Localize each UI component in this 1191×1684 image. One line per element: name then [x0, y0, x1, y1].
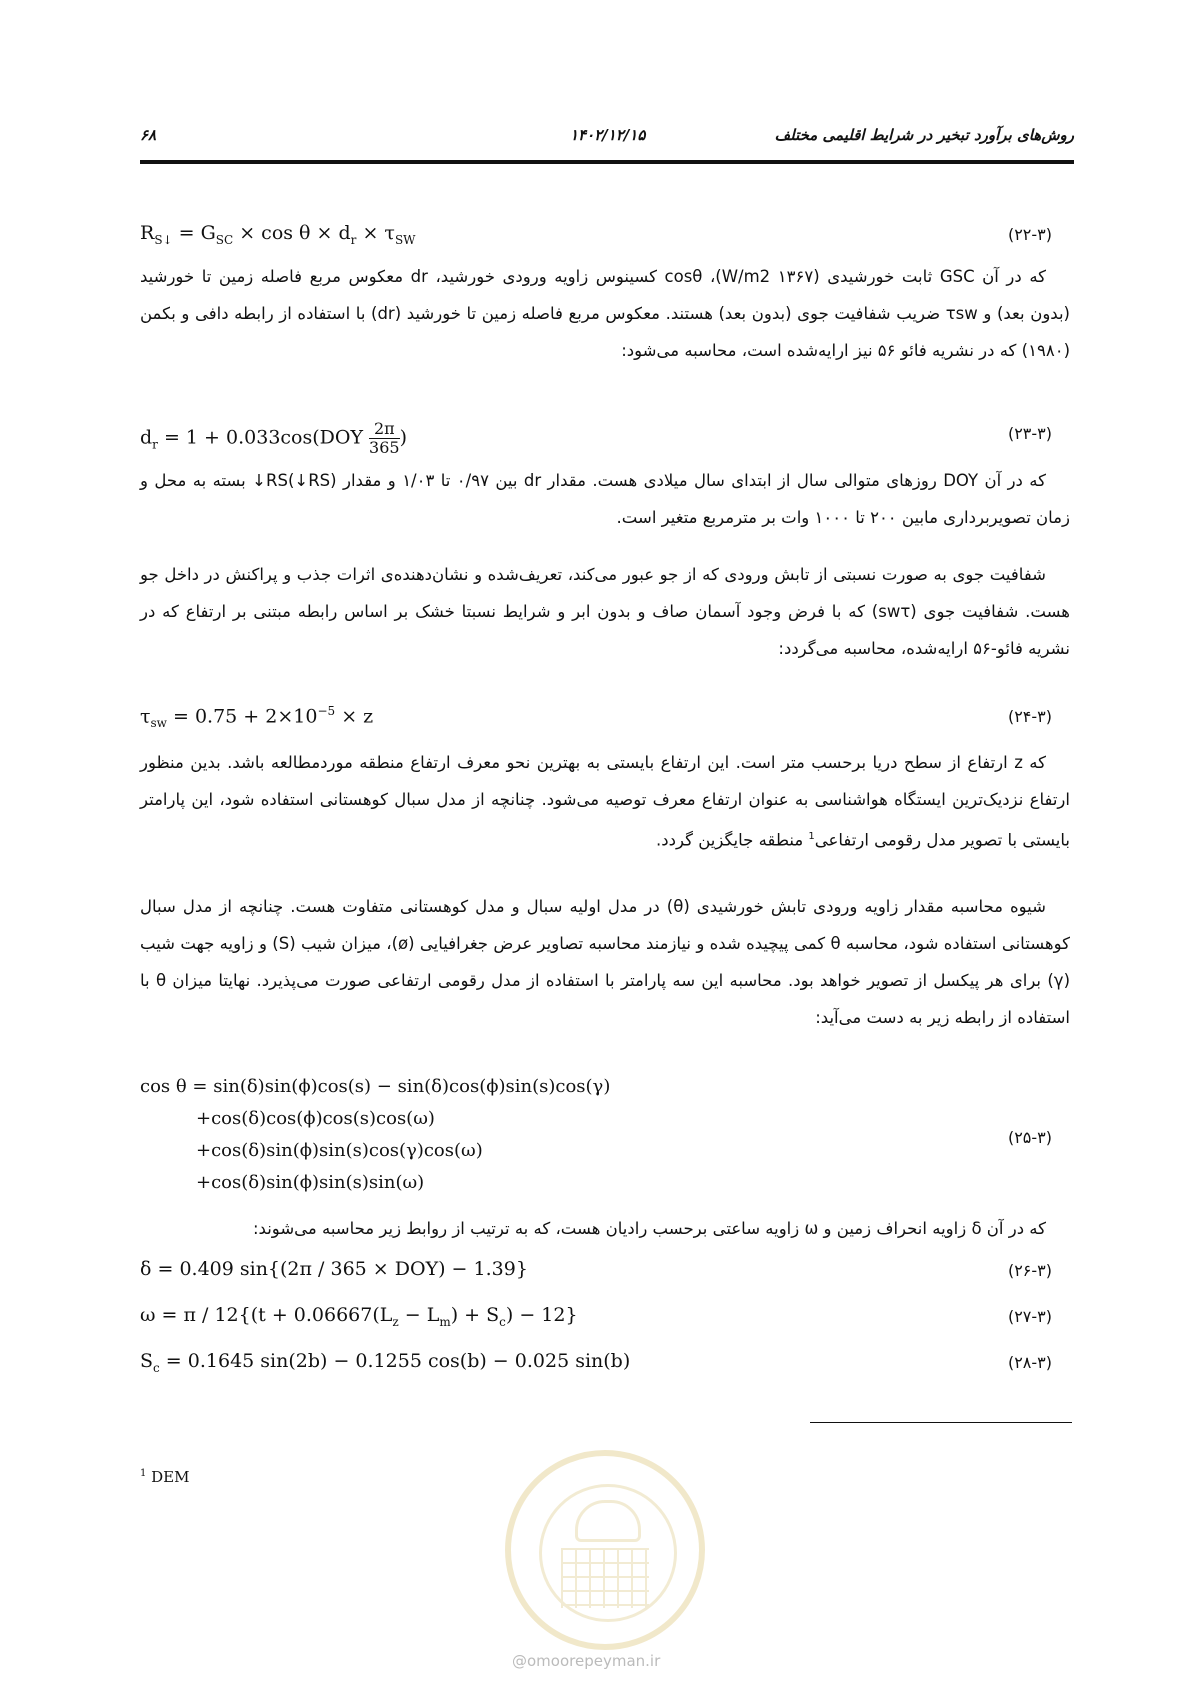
equation-22-number: (۲۲-۳) [1007, 225, 1052, 244]
equation-25-line-3: +cos(δ)sin(ϕ)sin(s)cos(γ)cos(ω) [196, 1140, 483, 1161]
paragraph-5-text: شیوه محاسبه مقدار زاویه ورودی تابش خورشیدی (θ) در مدل اولیه سبال و مدل کوهستانی متفاوت هست. چنانچه از مدل سبال کوهستانی استفاده شود، محاسبه θ کمی پیچیده شده و نیازمند محاسبه تصاویر عرض جغرافیایی (ø)، میزان شیب (S) و زاویه جهت شیب (γ) برای هر پیکسل از تصویر خواهد بود. محاسبه این سه پارامتر با استفاده از مدل رقومی ارتفاعی صورت می‌پذیرد. نهایتا میزان θ با استفاده از رابطه زیر به دست می‌آید: [140, 897, 1070, 1027]
page-number: ۶۸ [140, 126, 157, 144]
paragraph-3 [140, 556, 1070, 667]
equation-25-number: (۲۵-۳) [1007, 1128, 1052, 1147]
header-title: روش‌های برآورد تبخیر در شرایط اقلیمی مختلف [774, 126, 1074, 144]
equation-23-expr: $d_r = 1 + 0.033\cos(DOY$ $\frac{2\pi}{365}$ ) [140, 419, 408, 457]
footnote-text: DEM [151, 1468, 190, 1486]
equation-24-number: (۲۴-۳) [1007, 707, 1052, 726]
header-date: ۱۴۰۲/۱۲/۱۵ [570, 126, 646, 144]
equation-23-number: (۲۳-۳) [1007, 424, 1052, 443]
equation-26-expr: δ = 0.409 sin{(2π / 365 × DOY) − 1.39} [140, 1258, 528, 1280]
paragraph-1 [140, 258, 1070, 369]
paragraph-3-text: شفافیت جوی به صورت نسبتی از تابش ورودی که از جو عبور می‌کند، تعریف‌شده و نشان‌دهنده‌ی اثرات جذب و پراکنش در داخل جو هست. شفافیت جوی (swτ) که با فرض وجود آسمان صاف و بدون ابر و شرایط نسبتا خشک بر اساس رابطه مبتنی بر ارتفاع که در نشریه فائو-۵۶ ارایه‌شده، محاسبه می‌گردد: [140, 565, 1070, 658]
equation-22 [140, 222, 1074, 254]
paragraph-4-tail: منطقه جایگزین گردد. [656, 830, 804, 850]
equation-28-expr: $S_c = 0.1645$ sin(2b) − 0.1255 cos(b) − 0.025 sin(b) [140, 1350, 631, 1375]
equation-28-number: (۲۸-۳) [1007, 1353, 1052, 1372]
equation-25 [140, 1076, 1074, 1204]
equation-27 [140, 1304, 1074, 1336]
footnote-mark: 1 [140, 1468, 147, 1479]
equation-26-number: (۲۶-۳) [1007, 1261, 1052, 1280]
equation-25-line-4: +cos(δ)sin(ϕ)sin(s)sin(ω) [196, 1172, 425, 1193]
equation-24-expr: $\tau_{sw} = 0.75 + 2\times 10^{-5} \times z$ [140, 704, 374, 731]
paragraph-6-text: که در آن δ زاویه انحراف زمین و ω زاویه ساعتی برحسب رادیان هست، که به ترتیب از روابط زیر محاسبه می‌شوند: [252, 1219, 1046, 1238]
equation-26 [140, 1258, 1074, 1290]
running-header [140, 126, 1074, 148]
equation-22-expr: $R_{S↓} = G_{SC} \times \cos \theta \times d_r \times \tau_{SW}$ [140, 222, 416, 247]
paragraph-4-body: که z ارتفاع از سطح دریا برحسب متر است. این ارتفاع بایستی به بهترین نحو معرف ارتفاع منطقه موردمطالعه باشد. بدین منظور ارتفاع نزدیک‌ترین ایستگاه هواشناسی به عنوان ارتفاع معرف توصیه می‌شود. چنانچه از مدل سبال کوهستانی استفاده شود، این پارامتر بایستی با تصویر مدل رقومی ارتفاعی [140, 753, 1070, 850]
footnote [140, 1468, 190, 1486]
equation-24 [140, 704, 1074, 736]
paragraph-4 [140, 744, 1070, 859]
equation-27-number: (۲۷-۳) [1007, 1307, 1052, 1326]
equation-25-line-1: cos θ = sin(δ)sin(ϕ)cos(s) − sin(δ)cos(ϕ)sin(s)cos(γ) [140, 1076, 611, 1097]
paragraph-2 [140, 462, 1070, 536]
paragraph-2-text: که در آن DOY روزهای متوالی سال از ابتدای سال میلادی هست. مقدار dr بین ۰/۹۷ تا ۱/۰۳ و مقدار (RS↓)RS↓ بسته به محل و زمان تصویربرداری مابین ۲۰۰ تا ۱۰۰۰ وات بر مترمربع متغیر است. [140, 471, 1070, 527]
header-rule [140, 160, 1074, 164]
paragraph-1-text: که در آن GSC ثابت خورشیدی (۱۳۶۷ W/m2)، cosθ کسینوس زاویه ورودی خورشید، dr معکوس مربع فاصله زمین تا خورشید (بدون بعد) و τsw ضریب شفافیت جوی (بدون بعد) هستند. معکوس مربع فاصله زمین تا خورشید (dr) با استفاده از رابطه دافی و بکمن (۱۹۸۰) که در نشریه فائو ۵۶ نیز ارایه‌شده است، محاسبه می‌شود: [140, 267, 1070, 360]
footnote-ref: 1 [808, 831, 815, 842]
equation-25-line-2: +cos(δ)cos(ϕ)cos(s)cos(ω) [196, 1108, 435, 1129]
publisher-seal-logo [505, 1450, 705, 1650]
paragraph-6 [140, 1210, 1070, 1247]
seal-grid [561, 1548, 649, 1608]
footnote-rule [810, 1422, 1072, 1423]
watermark-text: @omoorepeyman.ir [512, 1652, 661, 1670]
paragraph-5 [140, 888, 1070, 1036]
paragraph-4-text [140, 744, 1070, 859]
equation-27-expr: $\omega = \pi / 12\{(t + 0.06667(L_z - L_m) + S_c) - 12\}$ [140, 1304, 578, 1329]
equation-28 [140, 1350, 1074, 1382]
equation-23 [140, 414, 1074, 457]
